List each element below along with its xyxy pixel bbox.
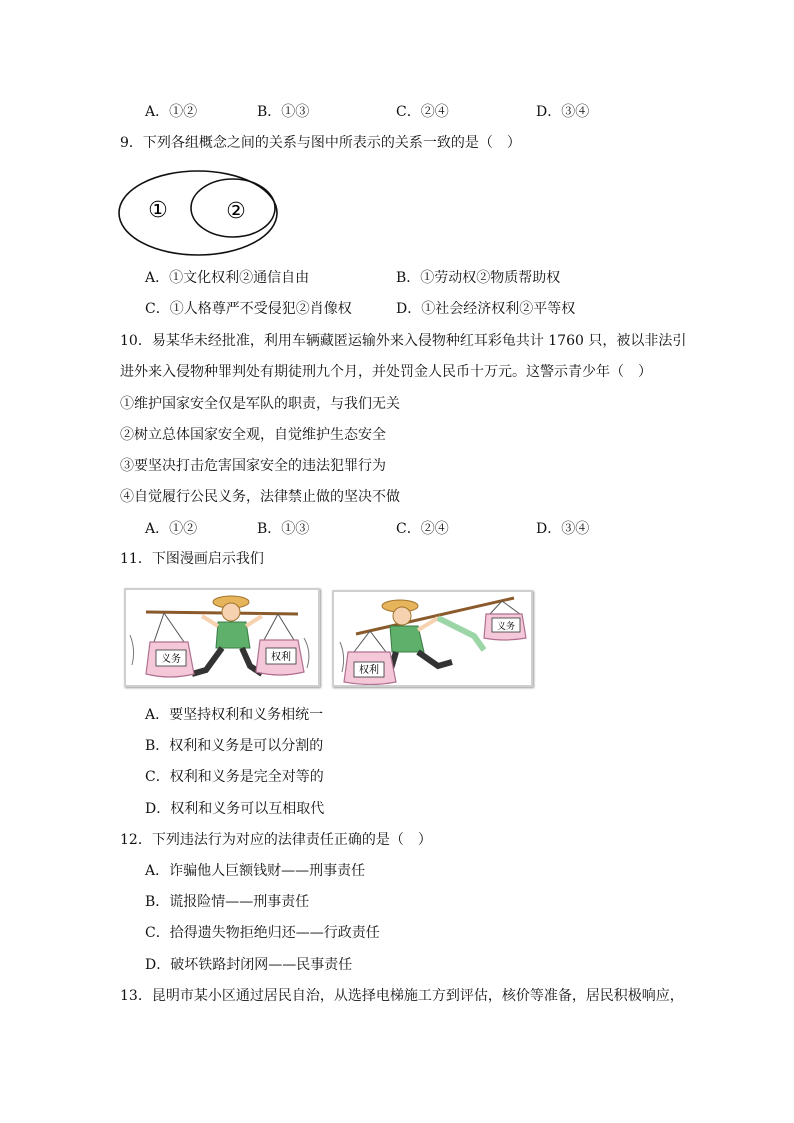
- q10-stem-line1: 10．易某华未经批准，利用车辆藏匿运输外来入侵物种红耳彩龟共计 1760 只，被以非法引: [120, 333, 687, 349]
- q11-option-b: B．权利和义务是可以分割的: [145, 738, 324, 754]
- q10-statement-4: ④自觉履行公民义务，法律禁止做的坚决不做: [120, 489, 400, 505]
- q10-statement-2: ②树立总体国家安全观，自觉维护生态安全: [120, 427, 386, 443]
- q12-option-d: D．破坏铁路封闭网——民事责任: [145, 957, 353, 973]
- q8-option-b: B．①③: [257, 104, 310, 120]
- comic-left-bag-duty-label: 义务: [161, 654, 181, 665]
- comic-left-drawing: [126, 590, 318, 685]
- q12-option-a: A．诈骗他人巨额钱财——刑事责任: [145, 863, 366, 879]
- q9-stem: 9．下列各组概念之间的关系与图中所表示的关系一致的是（ ）: [120, 135, 521, 151]
- q8-option-a: A．①②: [145, 104, 198, 120]
- comic-right-drawing: [334, 592, 531, 685]
- q10-statement-1: ①维护国家安全仅是军队的职责，与我们无关: [120, 396, 400, 412]
- q12-stem: 12．下列违法行为对应的法律责任正确的是（ ）: [120, 832, 432, 848]
- comic-left-bag-right-label: 权利: [271, 652, 291, 663]
- q12-option-c: C．拾得遗失物拒绝归还——行政责任: [145, 925, 380, 941]
- q10-option-c: C．②④: [396, 521, 449, 537]
- comic-left-panel: [124, 588, 320, 687]
- q10-stem-line2: 进外来入侵物种罪判处有期徒刑九个月，并处罚金人民币十万元。这警示青少年（ ）: [120, 364, 652, 380]
- comic-right-panel: [332, 590, 533, 687]
- q11-option-c: C．权利和义务是完全对等的: [145, 769, 324, 785]
- venn-inner-label: ②: [226, 199, 246, 224]
- comic-right-bag-duty-label: 义务: [496, 622, 516, 632]
- q8-option-c: C．②④: [396, 104, 449, 120]
- q11-stem: 11．下图漫画启示我们: [120, 551, 264, 567]
- q10-option-b: B．①③: [257, 521, 310, 537]
- q13-stem-line1: 13．昆明市某小区通过居民自治，从选择电梯施工方到评估，核价等准备，居民积极响应，: [120, 988, 684, 1004]
- q10-option-d: D．③④: [536, 521, 590, 537]
- q9-option-c: C．①人格尊严不受侵犯②肖像权: [145, 301, 352, 317]
- q9-option-a: A．①文化权利②通信自由: [145, 270, 310, 286]
- q9-option-b: B．①劳动权②物质帮助权: [396, 270, 561, 286]
- q10-option-a: A．①②: [145, 521, 198, 537]
- q10-statement-3: ③要坚决打击危害国家安全的违法犯罪行为: [120, 458, 386, 474]
- q12-option-b: B．谎报险情——刑事责任: [145, 894, 310, 910]
- venn-outer-label: ①: [148, 198, 168, 223]
- comic-right-bag-right-label: 权利: [359, 665, 379, 676]
- q8-option-d: D．③④: [536, 104, 590, 120]
- venn-diagram: [116, 168, 284, 260]
- q11-option-d: D．权利和义务可以互相取代: [145, 801, 325, 817]
- q9-option-d: D．①社会经济权利②平等权: [396, 301, 576, 317]
- q11-option-a: A．要坚持权利和义务相统一: [145, 707, 324, 723]
- venn-outer-ellipse: [119, 171, 277, 255]
